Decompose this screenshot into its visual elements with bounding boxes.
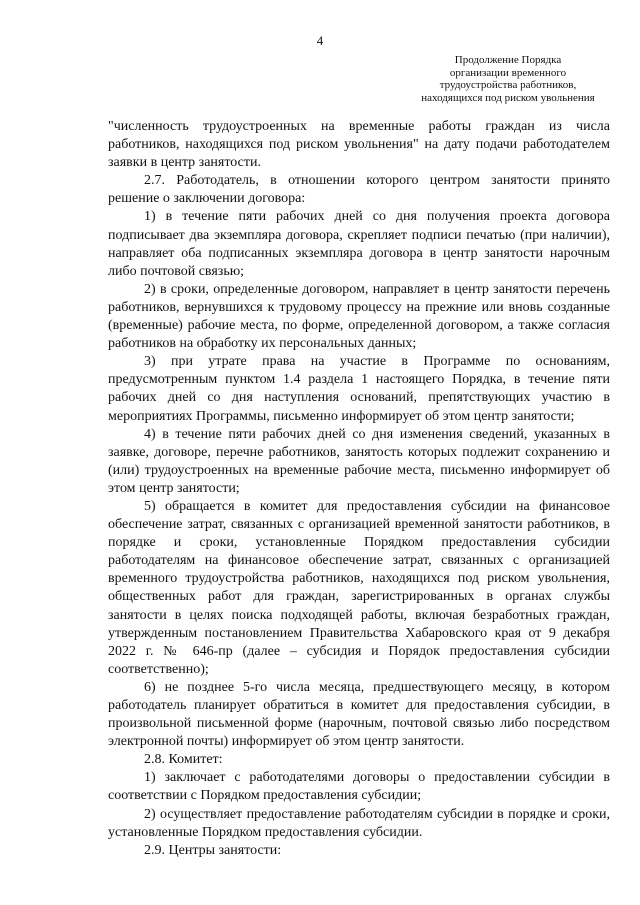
header-note <box>396 54 620 104</box>
section-heading: 2.8. Комитет: <box>144 752 223 768</box>
paragraph: 1) заключает с работодателями договоры о предоставлении субсидии в соответствии с Порядком предоставления субсидии; <box>108 770 610 804</box>
paragraph: 5) обращается в комитет для предоставления субсидии на финансовое обеспечение затрат, связанных с организацией временной занятости работников, в порядке и сроки, установленные Порядком предоставления субсидии работодателям на финансовое обеспечение затрат, связанных с организацией временного трудоустройства работников, находящихся под риском увольнения, общественных работ для граждан, зарегистрированных в органах службы занятости в целях поиска подходящей работы, включая безработных граждан, утвержденным постановлением Правительства Хабаровского края от 9 декабря 2022 г. № 646-пр (далее – субсидия и Порядок предоставления субсидии соответственно); <box>108 498 610 677</box>
paragraph: 4) в течение пяти рабочих дней со дня изменения сведений, указанных в заявке, договоре, перечне работников, занятость которых подлежит сохранению и (или) трудоустроенных на временные рабочие места, письменно информирует об этом центр занятости; <box>108 426 610 496</box>
paragraph: "численность трудоустроенных на временные работы граждан из числа работников, находящихся под риском увольнения" на дату подачи работодателем заявки в центр занятости. <box>108 119 610 171</box>
header-note-line: Продолжение Порядка <box>454 54 562 66</box>
page-number: 4 <box>316 33 324 48</box>
paragraph: 2) осуществляет предоставление работодателям субсидии в порядке и сроки, установленные Порядком предоставления субсидии. <box>108 806 610 840</box>
document-body <box>108 118 610 860</box>
paragraph: 2) в сроки, определенные договором, направляет в центр занятости перечень работников, вернувшихся к трудовому процессу на прежние или вновь созданные (временные) рабочие места, по форме, определенной договором, а также согласия работников на обработку их персональных данных; <box>108 281 610 352</box>
paragraph: 6) не позднее 5-го числа месяца, предшествующего месяцу, в котором работодатель планирует обратиться в комитет для предоставления субсидии, в произвольной письменной форме (нарочным, почтовой связью либо посредством электронной почты) информирует об этом центр занятости. <box>108 679 610 750</box>
paragraph: 3) при утрате права на участие в Программе по основаниям, предусмотренным пунктом 1.4 раздела 1 настоящего Порядка, в течение пяти рабочих дней со дня наступления оснований, препятствующих участию в мероприятиях Программы, письменно информирует об этом центр занятости; <box>108 354 610 424</box>
paragraph: 1) в течение пяти рабочих дней со дня получения проекта договора подписывает два экземпляра договора, скрепляет подписи печатью (при наличии), направляет оба подписанных экземпляра договора в центр занятости нарочным либо почтовой связью; <box>108 209 610 279</box>
header-note-line: находящихся под риском увольнения <box>421 91 595 104</box>
section-heading: 2.9. Центры занятости: <box>144 842 282 858</box>
header-note-line: организации временного <box>449 66 567 79</box>
paragraph: 2.7. Работодатель, в отношении которого центром занятости принято решение о заключении договора: <box>108 173 610 207</box>
header-note-line: трудоустройства работников, <box>439 79 577 92</box>
